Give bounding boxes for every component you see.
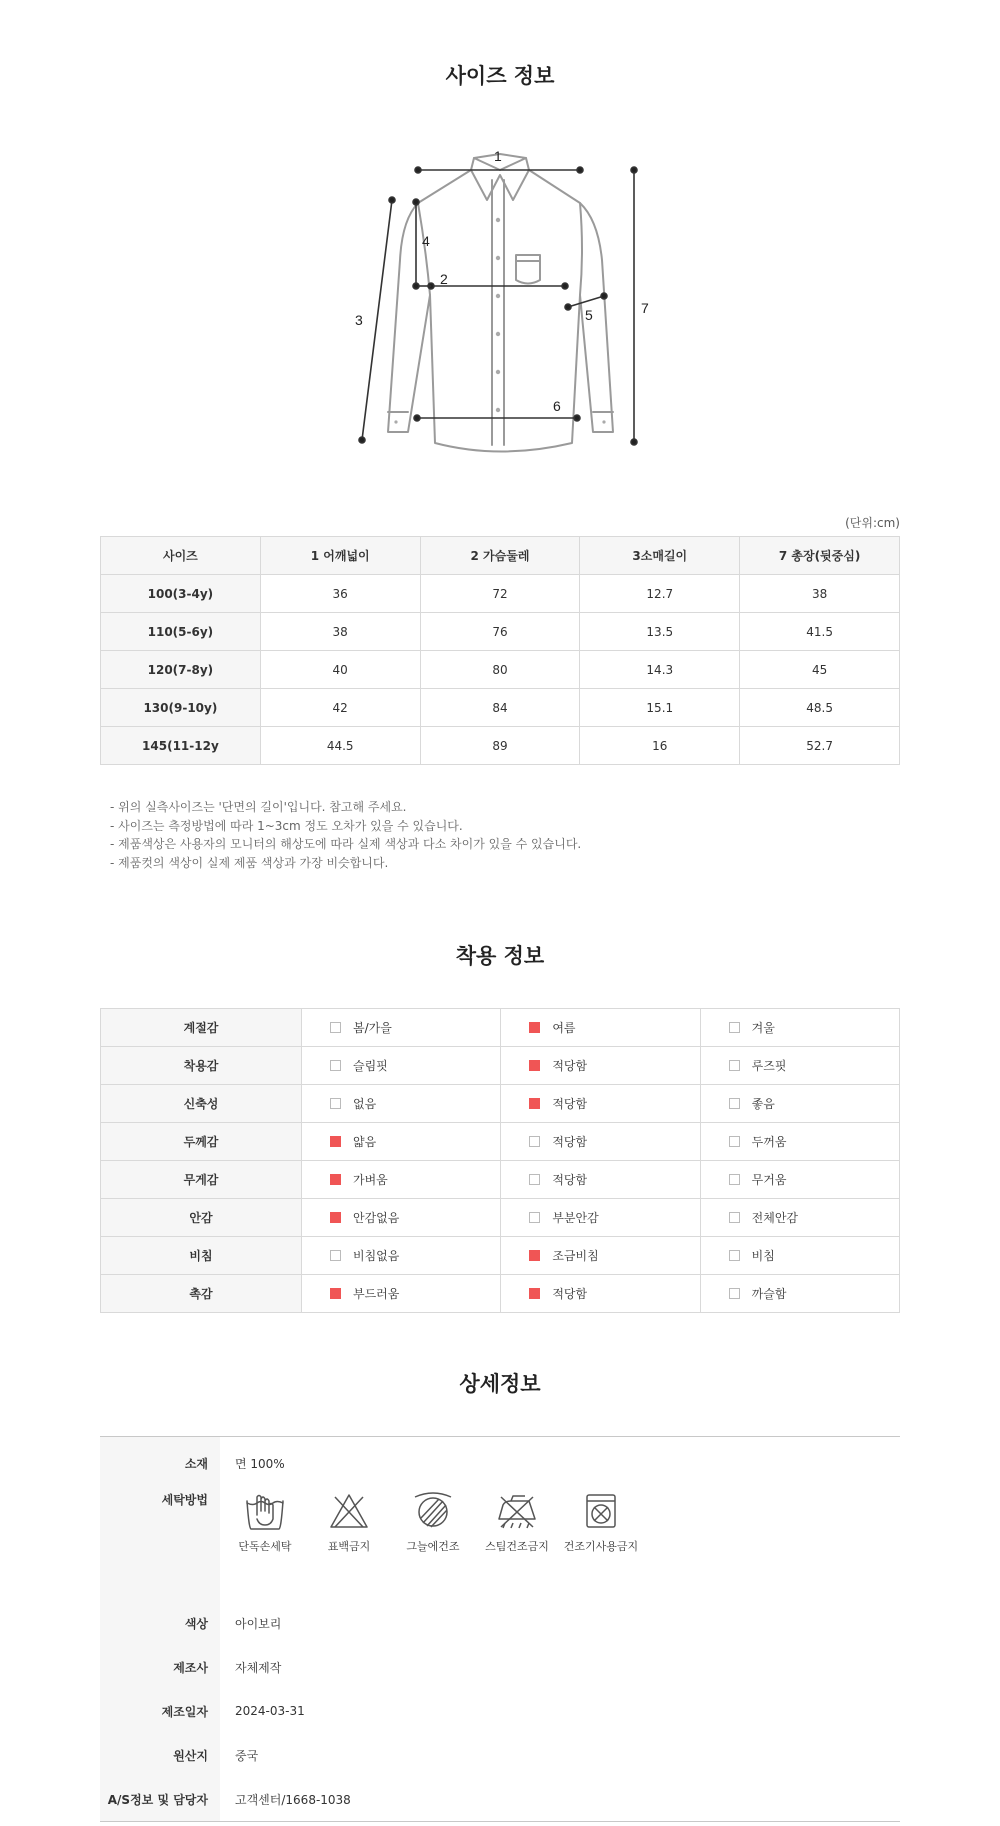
detail-row-as <box>100 1777 900 1821</box>
header-cell: 사이즈 <box>101 537 261 575</box>
table-cell: 48.5 <box>740 689 900 727</box>
fit-row <box>101 1161 900 1199</box>
fit-option-label: 부분안감 <box>552 1211 599 1225</box>
fit-row-label: 촉감 <box>101 1275 302 1313</box>
fit-row <box>101 1123 900 1161</box>
note-line: - 사이즈는 측정방법에 따라 1~3cm 정도 오차가 있을 수 있습니다. <box>110 818 463 833</box>
fit-row <box>101 1085 900 1123</box>
size-section-title: 사이즈 정보 <box>445 64 555 88</box>
header-cell: 3소매길이 <box>580 537 740 575</box>
no-tumble-dry-icon <box>579 1491 623 1531</box>
detail-row-date <box>100 1689 900 1733</box>
fit-option-label: 얇음 <box>353 1135 377 1149</box>
note-line: - 제품컷의 색상이 실제 제품 색상과 가장 비슷합니다. <box>110 855 389 870</box>
wash-label: 스팀건조금지 <box>485 1540 549 1553</box>
no-steam-iron-icon <box>495 1491 539 1531</box>
fit-option <box>700 1275 899 1313</box>
fit-row-label: 두께감 <box>101 1123 302 1161</box>
detail-section-title: 상세정보 <box>459 1372 541 1396</box>
wash-label: 그늘에건조 <box>406 1540 460 1553</box>
checked-box-icon <box>330 1174 341 1185</box>
table-cell: 52.7 <box>740 727 900 765</box>
fit-option-label: 봄/가을 <box>353 1021 392 1035</box>
wash-item <box>559 1491 643 1601</box>
header-cell: 1 어깨넓이 <box>260 537 420 575</box>
fit-row <box>101 1199 900 1237</box>
fit-option-label: 루즈핏 <box>751 1059 787 1073</box>
fit-option-label: 겨울 <box>751 1021 775 1035</box>
no-bleach-icon <box>327 1491 371 1531</box>
label-5: 5 <box>585 307 593 323</box>
wash-item <box>223 1491 307 1601</box>
table-cell: 44.5 <box>260 727 420 765</box>
fit-table <box>100 1008 900 1313</box>
shirt-measurement-diagram <box>340 140 660 460</box>
detail-value: 아이보리 <box>235 1616 282 1631</box>
fit-option <box>700 1009 899 1047</box>
table-cell: 15.1 <box>580 689 740 727</box>
table-cell: 36 <box>260 575 420 613</box>
table-cell: 80 <box>420 651 580 689</box>
fit-option <box>700 1085 899 1123</box>
table-row <box>101 613 900 651</box>
detail-value: 면 100% <box>235 1457 285 1471</box>
fit-option <box>700 1161 899 1199</box>
fit-option-label: 비침 <box>751 1249 775 1263</box>
detail-label: 제조사 <box>173 1660 208 1675</box>
fit-option-label: 여름 <box>552 1021 576 1035</box>
fit-option <box>302 1047 501 1085</box>
fit-option-label: 적당함 <box>552 1287 588 1301</box>
fit-row <box>101 1047 900 1085</box>
unchecked-box-icon <box>729 1212 740 1223</box>
wash-label: 건조기사용금지 <box>563 1540 639 1553</box>
checked-box-icon <box>529 1250 540 1261</box>
detail-label: 소재 <box>184 1457 208 1471</box>
fit-row-label: 착용감 <box>101 1047 302 1085</box>
fit-option <box>302 1275 501 1313</box>
fit-option-label: 슬림핏 <box>353 1059 388 1073</box>
fit-option-label: 부드러움 <box>353 1287 400 1301</box>
fit-option-label: 적당함 <box>552 1097 588 1111</box>
detail-label: 색상 <box>184 1616 208 1631</box>
fit-option-label: 비침없음 <box>353 1249 400 1263</box>
detail-value: 자체제작 <box>235 1660 282 1675</box>
detail-label: 세탁방법 <box>161 1493 208 1507</box>
fit-row <box>101 1275 900 1313</box>
unchecked-box-icon <box>529 1174 540 1185</box>
label-3: 3 <box>355 312 363 328</box>
measurement-lines <box>359 167 637 445</box>
fit-option-label: 좋음 <box>751 1097 775 1111</box>
detail-table <box>100 1436 900 1822</box>
checked-box-icon <box>529 1060 540 1071</box>
table-row <box>101 575 900 613</box>
detail-row-color <box>100 1601 900 1645</box>
fit-option <box>501 1123 700 1161</box>
unchecked-box-icon <box>729 1060 740 1071</box>
detail-label: 원산지 <box>173 1748 208 1763</box>
checked-box-icon <box>330 1212 341 1223</box>
label-2: 2 <box>440 271 448 287</box>
fit-option <box>302 1009 501 1047</box>
wash-item <box>391 1491 475 1601</box>
table-cell: 12.7 <box>580 575 740 613</box>
fit-option <box>501 1199 700 1237</box>
unit-label: (단위:cm) <box>845 516 900 530</box>
table-cell: 72 <box>420 575 580 613</box>
table-cell: 41.5 <box>740 613 900 651</box>
header-cell: 2 가슴둘레 <box>420 537 580 575</box>
table-cell: 89 <box>420 727 580 765</box>
fit-option-label: 전체안감 <box>751 1211 799 1225</box>
table-row <box>101 727 900 765</box>
fit-option-label: 안감없음 <box>353 1211 400 1225</box>
fit-option-label: 적당함 <box>552 1135 588 1149</box>
detail-value: 고객센터/1668-1038 <box>235 1792 351 1807</box>
table-cell: 42 <box>260 689 420 727</box>
fit-option-label: 가벼움 <box>353 1173 388 1187</box>
fit-row-label: 계절감 <box>101 1009 302 1047</box>
fit-option <box>302 1085 501 1123</box>
table-cell: 76 <box>420 613 580 651</box>
fit-option-label: 적당함 <box>552 1059 588 1073</box>
unchecked-box-icon <box>729 1174 740 1185</box>
table-cell: 45 <box>740 651 900 689</box>
checked-box-icon <box>330 1136 341 1147</box>
fit-option <box>501 1275 700 1313</box>
table-cell: 38 <box>260 613 420 651</box>
detail-row-origin <box>100 1733 900 1777</box>
detail-value: 중국 <box>235 1748 259 1763</box>
wash-item <box>475 1491 559 1601</box>
table-cell: 40 <box>260 651 420 689</box>
size-cell: 100(3-4y) <box>101 575 261 613</box>
fit-option <box>700 1047 899 1085</box>
fit-option <box>700 1199 899 1237</box>
fit-option-label: 조금비침 <box>552 1249 599 1263</box>
unchecked-box-icon <box>729 1098 740 1109</box>
unchecked-box-icon <box>729 1250 740 1261</box>
table-cell: 14.3 <box>580 651 740 689</box>
fit-option-label: 무거움 <box>751 1173 787 1187</box>
table-cell: 13.5 <box>580 613 740 651</box>
table-cell: 38 <box>740 575 900 613</box>
detail-row-maker <box>100 1645 900 1689</box>
unchecked-box-icon <box>529 1136 540 1147</box>
fit-option <box>501 1085 700 1123</box>
detail-row-wash <box>100 1477 900 1601</box>
fit-option <box>501 1161 700 1199</box>
note-line: - 제품색상은 사용자의 모니터의 해상도에 따라 실제 색상과 다소 차이가 있을 수 있습니다. <box>110 837 582 851</box>
checked-box-icon <box>529 1288 540 1299</box>
shade-dry-icon <box>411 1491 455 1531</box>
size-cell: 145(11-12y <box>101 727 261 765</box>
unchecked-box-icon <box>729 1136 740 1147</box>
label-1: 1 <box>494 148 502 164</box>
label-7: 7 <box>641 300 649 316</box>
fit-option <box>700 1123 899 1161</box>
table-cell: 84 <box>420 689 580 727</box>
fit-row <box>101 1009 900 1047</box>
fit-option-label: 적당함 <box>552 1173 588 1187</box>
header-cell: 7 총장(뒷중심) <box>740 537 900 575</box>
fit-option <box>501 1009 700 1047</box>
wash-item <box>307 1491 391 1601</box>
wash-label: 단독손세탁 <box>238 1540 292 1553</box>
table-row <box>101 651 900 689</box>
unchecked-box-icon <box>330 1098 341 1109</box>
wash-icons <box>223 1491 643 1601</box>
fit-row-label: 안감 <box>101 1199 302 1237</box>
detail-value: 2024-03-31 <box>235 1704 305 1718</box>
checked-box-icon <box>529 1022 540 1033</box>
wash-label: 표백금지 <box>327 1540 371 1553</box>
unchecked-box-icon <box>330 1250 341 1261</box>
fit-option-label: 까슬함 <box>751 1287 787 1301</box>
unchecked-box-icon <box>729 1288 740 1299</box>
hand-wash-icon <box>243 1491 287 1531</box>
fit-row <box>101 1237 900 1275</box>
fit-section-title: 착용 정보 <box>455 944 545 968</box>
fit-option <box>302 1123 501 1161</box>
label-4: 4 <box>422 233 430 249</box>
size-cell: 120(7-8y) <box>101 651 261 689</box>
fit-option <box>302 1161 501 1199</box>
fit-option <box>501 1237 700 1275</box>
fit-row-label: 무게감 <box>101 1161 302 1199</box>
checked-box-icon <box>529 1098 540 1109</box>
unchecked-box-icon <box>529 1212 540 1223</box>
fit-option-label: 없음 <box>353 1097 377 1111</box>
checked-box-icon <box>330 1288 341 1299</box>
note-line: - 위의 실측사이즈는 '단면의 길이'입니다. 참고해 주세요. <box>110 800 407 814</box>
unchecked-box-icon <box>330 1060 341 1071</box>
fit-row-label: 신축성 <box>101 1085 302 1123</box>
size-table <box>100 536 900 765</box>
detail-label: 제조일자 <box>161 1704 208 1719</box>
fit-row-label: 비침 <box>101 1237 302 1275</box>
size-cell: 130(9-10y) <box>101 689 261 727</box>
size-cell: 110(5-6y) <box>101 613 261 651</box>
detail-label: A/S정보 및 담당자 <box>107 1792 208 1807</box>
fit-option <box>700 1237 899 1275</box>
table-row <box>101 689 900 727</box>
fit-option <box>302 1199 501 1237</box>
unchecked-box-icon <box>729 1022 740 1033</box>
table-cell: 16 <box>580 727 740 765</box>
label-6: 6 <box>553 398 561 414</box>
fit-option <box>501 1047 700 1085</box>
size-notes <box>110 798 581 872</box>
detail-row-material <box>100 1437 900 1477</box>
fit-option-label: 두꺼움 <box>751 1135 787 1149</box>
size-table-header <box>101 537 900 575</box>
fit-option <box>302 1237 501 1275</box>
unchecked-box-icon <box>330 1022 341 1033</box>
